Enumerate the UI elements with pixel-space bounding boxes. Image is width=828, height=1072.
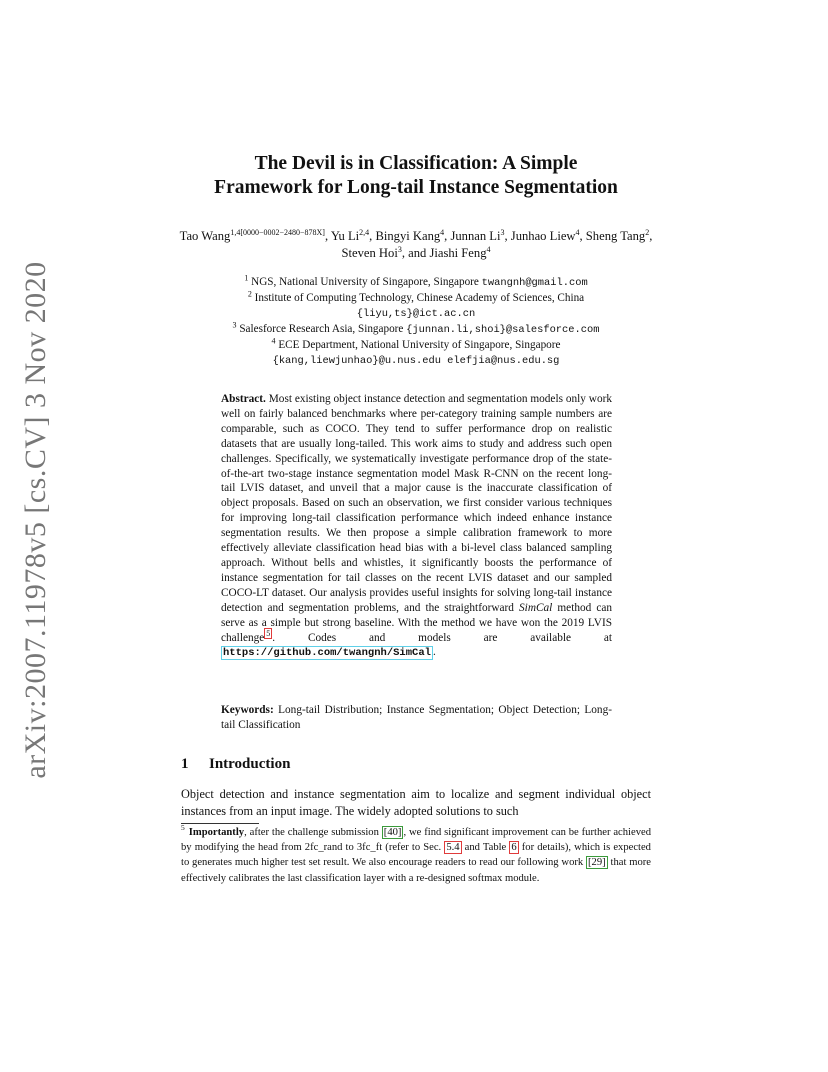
keywords-label: Keywords:	[221, 704, 274, 716]
intro-paragraph: Object detection and instance segmentation aim to localize and segment individual object instances from an input image. The widely adopted solutions to such	[181, 787, 651, 818]
affiliation-text: ECE Department, National University of Singapore, Singapore	[278, 339, 561, 351]
affiliation-4	[160, 338, 672, 353]
author-affiliation-mark: 3	[397, 244, 402, 254]
footnote-text: that more effectively calibrates the last classification layer with a re-designed softmax module.	[181, 857, 651, 884]
section-ref-link[interactable]: 5.4	[446, 842, 460, 854]
abstract-text: . Codes and models are available at	[272, 631, 612, 644]
author-list: Tao Wang$^{1,4[0000-0002-2480-878X]}$, Yu Li$^{2,4}$, Bingyi Kang$^4$, Junnan Li$^3$, Junhao Liew$^4$, Sheng Tang$^2$, Steven Hoi$^3$, and Jiashi Feng$^4$	[179, 227, 653, 260]
author-affiliation-mark: 4	[486, 244, 491, 254]
affiliation-mark: 1	[244, 273, 249, 283]
affiliation-1	[160, 275, 672, 291]
footnote-rule	[181, 823, 259, 824]
author-name: Junnan Li	[450, 229, 501, 243]
abstract	[221, 392, 612, 661]
footnote-text: , we find significant improvement can be further achieved by modifying the head from 2fc_rand to 3fc_ft (refer to Sec.	[181, 827, 651, 854]
section-title: Introduction	[209, 756, 291, 772]
affiliation-list	[160, 275, 672, 369]
affiliation-mark: 3	[232, 320, 237, 330]
footnote-mark: 5	[181, 823, 185, 833]
author-affiliation-mark: 2	[645, 227, 650, 237]
affiliation-text: Salesforce Research Asia, Singapore	[239, 323, 404, 335]
author-name: Sheng Tang	[585, 229, 646, 243]
affiliation-email: {liyu,ts}@ict.ac.cn	[356, 308, 476, 320]
author-affiliation-mark: 3	[500, 227, 505, 237]
affiliation-text: Institute of Computing Technology, Chinese Academy of Sciences, China	[254, 292, 585, 304]
author-name: Jiashi Feng	[429, 246, 487, 260]
table-ref-link[interactable]: 6	[511, 842, 517, 854]
affiliation-email: {kang,liewjunhao}@u.nus.edu elefjia@nus.edu.sg	[272, 355, 560, 367]
abstract-label: Abstract.	[221, 393, 266, 405]
author-affiliation-mark: 4	[440, 227, 445, 237]
footnote	[181, 825, 651, 886]
footnote-link[interactable]: 5	[266, 628, 271, 638]
method-name: SimCal	[519, 601, 553, 614]
section-heading	[181, 756, 290, 773]
footnote-lead: Importantly	[188, 827, 245, 838]
affiliation-email: {junnan.li,shoi}@salesforce.com	[406, 324, 600, 336]
author-name: Junhao Liew	[510, 229, 576, 243]
author-name: Yu Li	[330, 229, 360, 243]
keywords	[221, 703, 612, 733]
author-name: Tao Wang	[179, 229, 231, 243]
footnote-text: for details), which is expected to generates much higher test set result. We also encourage readers to read our following work	[181, 842, 651, 869]
section-number: 1	[181, 756, 189, 772]
footnote-text: , after the challenge submission	[244, 827, 379, 838]
title-line-2: Framework for Long-tail Instance Segmentation	[214, 177, 618, 198]
author-affiliation-mark: 4	[575, 227, 580, 237]
author-name: Bingyi Kang	[375, 229, 441, 243]
affiliation-3	[160, 322, 672, 338]
citation-link[interactable]: [29]	[588, 857, 606, 869]
citation-link[interactable]: [40]	[383, 827, 402, 838]
footnote-text: and Table	[464, 842, 507, 854]
abstract-text: .	[432, 646, 436, 659]
abstract-text: Most existing object instance detection and segmentation models only work well on fairly balanced benchmarks where per-category training sample numbers are comparable, such as COCO. They tend to suffer performance drop on realistic datasets that are usually long-tailed. This work aims to study and address such open challenges. Specifically, we systematically investigate performance drop of the state-of-the-art two-stage instance segmentation model Mask R-CNN on the recent long-tail LVIS dataset, and unveil that a major cause is the inaccurate classification of object proposals. Based on such an observation, we first consider various techniques for improving long-tail classification performance which indeed enhance instance segmentation results. We then propose a simple calibration framework to more effectively alleviate classification head bias with a bi-level class balanced sampling approach. Without bells and whistles, it significantly boosts the performance of instance segmentation for tail classes on the recent LVIS dataset and our sampled COCO-LT dataset. Our analysis provides useful insights for solving long-tail instance detection and segmentation problems, and the straightforward	[221, 393, 613, 614]
title-line-1: The Devil is in Classification: A Simple	[254, 153, 578, 174]
keywords-text: Long-tail Distribution; Instance Segmentation; Object Detection; Long-tail Classification	[221, 704, 612, 731]
author-affiliation-mark: 1,4[0000−0002−2480−878X]	[230, 227, 325, 237]
affiliation-mark: 4	[271, 336, 276, 346]
arxiv-identifier-stamp: arXiv:2007.11978v5 [cs.CV] 3 Nov 2020	[19, 261, 52, 779]
affiliation-4-email-line	[160, 353, 672, 369]
author-name: Steven Hoi	[341, 246, 398, 260]
paper-title	[160, 152, 672, 200]
author-affiliation-mark: 2,4	[359, 227, 370, 237]
affiliation-email: twangnh@gmail.com	[481, 277, 588, 289]
affiliation-text: NGS, National University of Singapore, Singapore	[251, 276, 479, 288]
code-repository-link[interactable]: https://github.com/twangnh/SimCal	[223, 647, 431, 660]
affiliation-mark: 2	[247, 289, 252, 299]
abstract-text: method can serve as a simple but strong baseline. With the method we have won the 2019 LVIS challenge	[221, 601, 613, 644]
affiliation-2	[160, 291, 672, 306]
